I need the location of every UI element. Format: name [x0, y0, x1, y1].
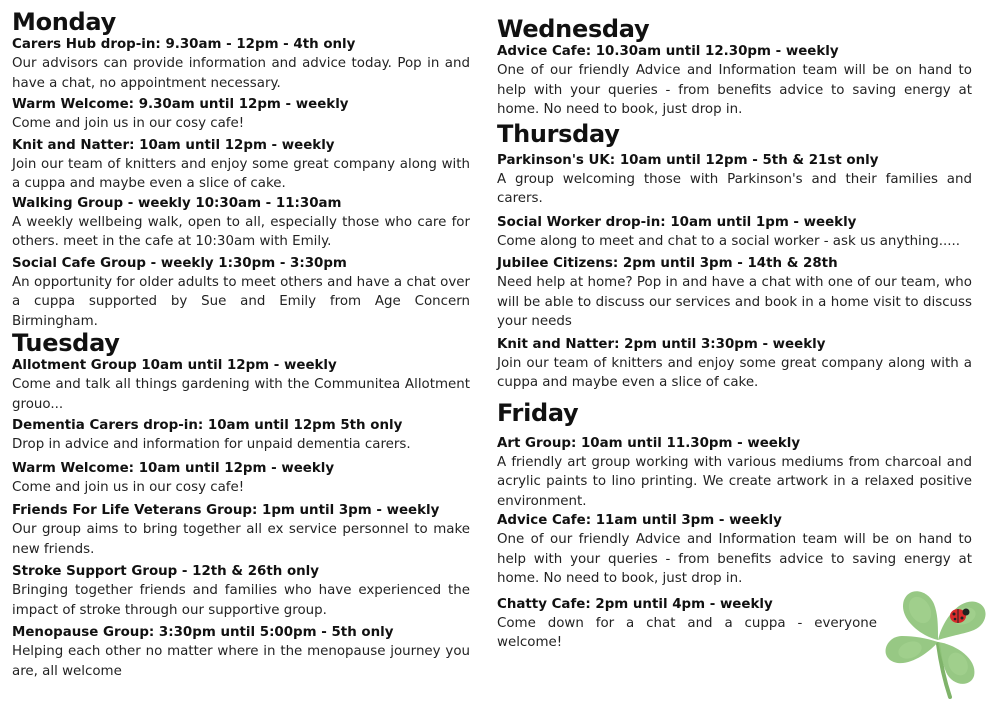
event-title: Parkinson's UK: 10am until 12pm - 5th & 21st only [497, 152, 879, 168]
event-description: Our advisors can provide information and advice today. Pop in and have a chat, no appointment necessary. [12, 56, 470, 91]
event-title: Carers Hub drop-in: 9.30am - 12pm - 4th only [12, 37, 356, 52]
event-description: A group welcoming those with Parkinson's and their families and carers. [497, 171, 972, 206]
monday-section [12, 0, 470, 331]
event-description: An opportunity for older adults to meet others and have a chat over a cuppa supported by Sue and Emily from Age Concern Birmingham. [12, 274, 470, 329]
event-item [497, 213, 972, 252]
event-title: Friends For Life Veterans Group: 1pm until 3pm - weekly [12, 503, 440, 518]
event-title: Social Worker drop-in: 10am until 1pm - weekly [497, 214, 857, 230]
event-item [497, 335, 972, 393]
event-title: Dementia Carers drop-in: 10am until 12pm 5th only [12, 418, 403, 433]
event-description: Join our team of knitters and enjoy some great company along with a cuppa and maybe even a slice of cake. [497, 355, 972, 390]
event-item [12, 194, 470, 252]
event-item [497, 254, 972, 332]
event-item [497, 511, 972, 589]
event-item [12, 95, 470, 134]
event-title: Knit and Natter: 2pm until 3:30pm - weekly [497, 336, 826, 352]
event-item [497, 434, 972, 512]
event-item [12, 459, 470, 498]
event-title: Warm Welcome: 10am until 12pm - weekly [12, 460, 335, 476]
day-heading-wednesday: Wednesday [497, 15, 650, 43]
event-title: Chatty Cafe: 2pm until 4pm - weekly [497, 596, 773, 612]
event-item [497, 151, 972, 209]
event-description: Need help at home? Pop in and have a chat with one of our team, who will be able to discuss our services and book in a home visit to discuss your needs [497, 275, 972, 329]
event-description: Join our team of knitters and enjoy some great company along with a cuppa and maybe even a slice of cake. [12, 156, 470, 191]
event-description: A weekly wellbeing walk, open to all, especially those who care for others. meet in the cafe at 10:30am with Emily. [12, 214, 470, 249]
event-item [12, 562, 470, 620]
event-item [12, 35, 470, 93]
event-item [12, 416, 470, 455]
event-title: Jubilee Citizens: 2pm until 3pm - 14th & 28th [497, 256, 838, 271]
event-title: Knit and Natter: 10am until 12pm - weekly [12, 137, 335, 153]
event-item [12, 136, 470, 194]
event-title: Walking Group - weekly 10:30am - 11:30am [12, 195, 342, 211]
event-description: Helping each other no matter where in the menopause journey you are, all welcome [12, 644, 470, 679]
left-column [12, 0, 470, 681]
event-title: Art Group: 10am until 11.30pm - weekly [497, 435, 801, 451]
event-title: Allotment Group 10am until 12pm - weekly [12, 358, 337, 373]
event-description: Come and talk all things gardening with the Communitea Allotment grouo... [12, 377, 470, 412]
wednesday-section [497, 0, 972, 120]
thursday-section [497, 119, 972, 393]
event-description: One of our friendly Advice and Information team will be on hand to help with your queries - from benefits advice to saving energy at home. No need to book, just drop in. [497, 532, 972, 586]
event-item [12, 254, 470, 332]
day-heading-tuesday: Tuesday [12, 329, 120, 357]
event-title: Advice Cafe: 11am until 3pm - weekly [497, 513, 782, 528]
event-item [12, 623, 470, 681]
event-description: One of our friendly Advice and Information team will be on hand to help with your queries - from benefits advice to saving energy at home. No need to book, just drop in. [497, 63, 972, 117]
day-heading-monday: Monday [12, 8, 116, 36]
tuesday-section [12, 331, 470, 681]
event-title: Warm Welcome: 9.30am until 12pm - weekly [12, 97, 349, 112]
event-item [12, 356, 470, 414]
four-leaf-clover-with-ladybird-icon [880, 578, 993, 699]
event-description: Drop in advice and information for unpaid dementia carers. [12, 437, 411, 452]
event-item [12, 501, 470, 559]
event-description: Come and join us in our cosy cafe! [12, 479, 245, 495]
event-description: A friendly art group working with various mediums from charcoal and acrylic paints to lino printing. We create artwork in a relaxed positive environment. [497, 454, 972, 509]
event-title: Stroke Support Group - 12th & 26th only [12, 564, 319, 579]
event-description: Come and join us in our cosy cafe! [12, 116, 245, 131]
event-title: Menopause Group: 3:30pm until 5:00pm - 5th only [12, 625, 394, 640]
event-description: Our group aims to bring together all ex service personnel to make new friends. [12, 522, 470, 557]
event-description: Come along to meet and chat to a social worker - ask us anything..... [497, 233, 961, 249]
event-description: Come down for a chat and a cuppa - everyone welcome! [497, 615, 877, 650]
clover-graphic [880, 578, 993, 699]
event-title: Advice Cafe: 10.30am until 12.30pm - weekly [497, 44, 839, 59]
day-heading-friday: Friday [497, 398, 579, 427]
event-description: Bringing together friends and families who have experienced the impact of stroke through our supportive group. [12, 583, 470, 618]
day-heading-thursday: Thursday [497, 119, 620, 148]
event-item [497, 42, 972, 120]
event-title: Social Cafe Group - weekly 1:30pm - 3:30pm [12, 255, 347, 271]
right-column [497, 0, 972, 653]
